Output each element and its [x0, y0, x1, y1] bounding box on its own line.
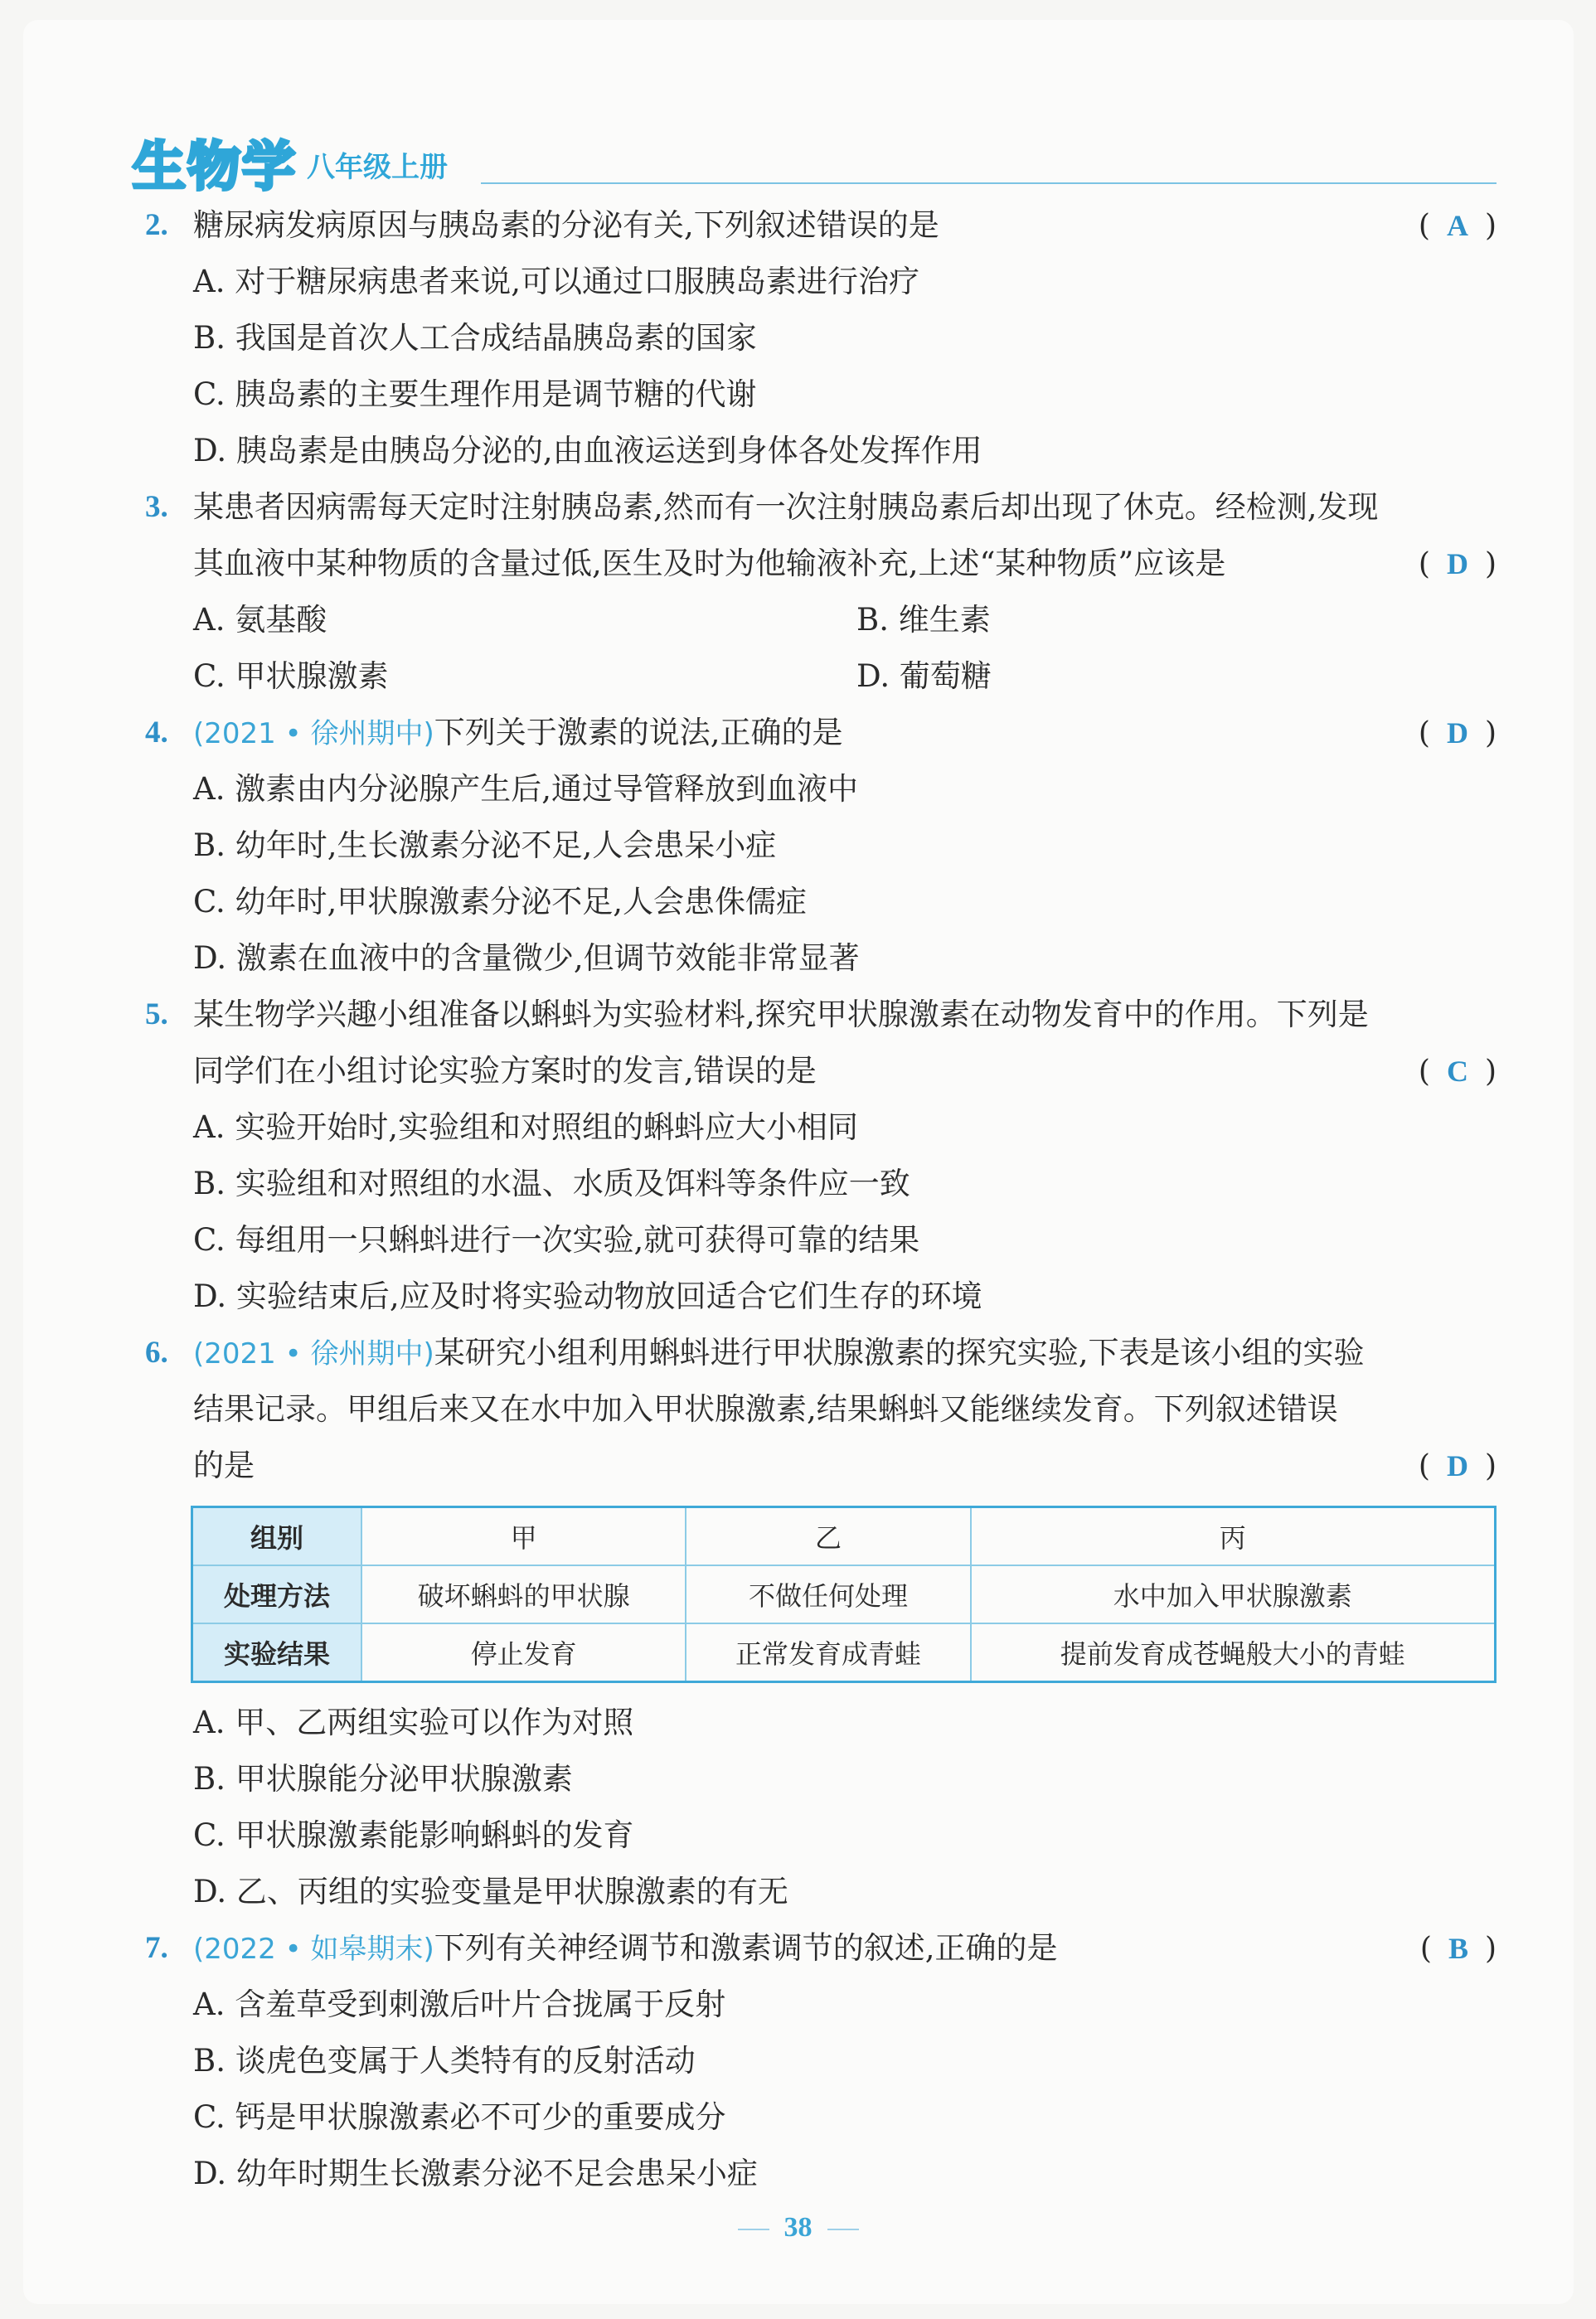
- answer-bracket: ( C ): [1418, 1055, 1497, 1089]
- answer-letter: D: [1446, 716, 1468, 750]
- option-c: C. 每组用一只蝌蚪进行一次实验,就可获得可靠的结果: [193, 1222, 920, 1258]
- answer-letter: D: [1446, 547, 1468, 580]
- option-c: C. 甲状腺激素: [193, 658, 389, 694]
- table-header-cell: 实验结果: [192, 1623, 362, 1682]
- answer-bracket: ( D ): [1418, 716, 1497, 750]
- question-stem: 同学们在小组讨论实验方案时的发言,错误的是: [193, 1053, 817, 1089]
- answer-letter: A: [1446, 209, 1468, 242]
- option-a: A. 氨基酸: [193, 602, 327, 638]
- question-6: [145, 1325, 1497, 1920]
- table-cell: 停止发育: [361, 1623, 686, 1682]
- option-b: B. 实验组和对照组的水温、水质及饵料等条件应一致: [193, 1166, 910, 1201]
- question-4: [145, 705, 1497, 987]
- option-a: A. 含羞草受到刺激后叶片合拢属于反射: [193, 1987, 726, 2022]
- subject-logo: 生物学: [133, 137, 297, 198]
- option-c: C. 钙是甲状腺激素必不可少的重要成分: [193, 2099, 726, 2135]
- table-cell: 甲: [361, 1507, 686, 1566]
- question-number: 7.: [145, 1931, 168, 1965]
- page-header: [133, 124, 1497, 198]
- table-cell: 不做任何处理: [686, 1565, 970, 1623]
- question-2: [145, 197, 1497, 479]
- question-stem: 的是: [193, 1448, 255, 1483]
- question-list: [145, 197, 1497, 2202]
- table-header-cell: 组别: [192, 1507, 362, 1566]
- question-stem: 某患者因病需每天定时注射胰岛素,然而有一次注射胰岛素后却出现了休克。经检测,发现: [193, 489, 1379, 525]
- footer-dash: [738, 2229, 769, 2230]
- answer-letter: B: [1448, 1932, 1468, 1965]
- answer-bracket: ( D ): [1418, 547, 1497, 581]
- page-number: 38: [783, 2212, 813, 2243]
- question-number: 5.: [145, 997, 168, 1031]
- option-b: B. 甲状腺能分泌甲状腺激素: [193, 1761, 573, 1797]
- option-d: D. 乙、丙组的实验变量是甲状腺激素的有无: [193, 1874, 788, 1909]
- table-row: [192, 1507, 1496, 1566]
- option-c: C. 胰岛素的主要生理作用是调节糖的代谢: [193, 376, 757, 412]
- answer-bracket: ( A ): [1418, 209, 1497, 243]
- table-cell: 提前发育成苍蝇般大小的青蛙: [971, 1623, 1496, 1682]
- question-stem: 某生物学兴趣小组准备以蝌蚪为实验材料,探究甲状腺激素在动物发育中的作用。下列是: [193, 997, 1369, 1032]
- question-number: 6.: [145, 1336, 168, 1370]
- option-d: D. 幼年时期生长激素分泌不足会患呆小症: [193, 2156, 758, 2191]
- option-b: B. 维生素: [856, 602, 991, 638]
- option-a: A. 实验开始时,实验组和对照组的蝌蚪应大小相同: [193, 1109, 859, 1145]
- table-cell: 正常发育成青蛙: [686, 1623, 970, 1682]
- option-d: D. 实验结束后,应及时将实验动物放回适合它们生存的环境: [193, 1278, 982, 1314]
- option-d: D. 激素在血液中的含量微少,但调节效能非常显著: [193, 940, 860, 976]
- table-cell: 丙: [971, 1507, 1496, 1566]
- question-stem: 其血液中某种物质的含量过低,医生及时为他输液补充,上述“某种物质”应该是: [193, 546, 1226, 581]
- table-row: [192, 1623, 1496, 1682]
- table-cell: 乙: [686, 1507, 970, 1566]
- experiment-table: [191, 1506, 1497, 1683]
- answer-bracket: ( B ): [1419, 1932, 1497, 1966]
- option-d: D. 葡萄糖: [856, 658, 992, 694]
- answer-letter: D: [1446, 1449, 1468, 1482]
- question-7: [145, 1920, 1497, 2202]
- question-stem: 下列有关神经调节和激素调节的叙述,正确的是: [434, 1930, 1058, 1966]
- table-cell: 水中加入甲状腺激素: [971, 1565, 1496, 1623]
- question-stem: 某研究小组利用蝌蚪进行甲状腺激素的探究实验,下表是该小组的实验: [434, 1335, 1365, 1371]
- option-b: B. 幼年时,生长激素分泌不足,人会患呆小症: [193, 827, 777, 863]
- question-3: [145, 479, 1497, 705]
- footer-dash: [827, 2229, 859, 2230]
- table-cell: 破坏蝌蚪的甲状腺: [361, 1565, 686, 1623]
- question-number: 4.: [145, 716, 168, 750]
- question-source: (2022 • 如皋期末): [193, 1933, 434, 1966]
- option-d: D. 胰岛素是由胰岛分泌的,由血液运送到身体各处发挥作用: [193, 433, 982, 468]
- answer-letter: C: [1446, 1055, 1468, 1088]
- grade-label: 八年级上册: [307, 151, 448, 184]
- page-footer: [0, 2212, 1596, 2244]
- option-a: A. 激素由内分泌腺产生后,通过导管释放到血液中: [193, 771, 859, 807]
- option-b: B. 我国是首次人工合成结晶胰岛素的国家: [193, 320, 757, 356]
- question-5: [145, 987, 1497, 1325]
- question-source: (2021 • 徐州期中): [193, 1337, 434, 1371]
- header-rule: [481, 182, 1497, 184]
- answer-bracket: ( D ): [1418, 1449, 1497, 1483]
- question-number: 2.: [145, 208, 168, 242]
- question-number: 3.: [145, 490, 168, 524]
- option-c: C. 幼年时,甲状腺激素分泌不足,人会患侏儒症: [193, 884, 808, 919]
- option-a: A. 甲、乙两组实验可以作为对照: [193, 1705, 634, 1740]
- question-stem: 结果记录。甲组后来又在水中加入甲状腺激素,结果蝌蚪又能继续发育。下列叙述错误: [193, 1391, 1338, 1427]
- question-stem: 糖尿病发病原因与胰岛素的分泌有关,下列叙述错误的是: [193, 207, 939, 243]
- option-b: B. 谈虎色变属于人类特有的反射活动: [193, 2043, 696, 2079]
- table-header-cell: 处理方法: [192, 1565, 362, 1623]
- question-source: (2021 • 徐州期中): [193, 717, 434, 750]
- option-a: A. 对于糖尿病患者来说,可以通过口服胰岛素进行治疗: [193, 264, 920, 299]
- question-stem: 下列关于激素的说法,正确的是: [434, 715, 843, 750]
- option-c: C. 甲状腺激素能影响蝌蚪的发育: [193, 1817, 634, 1853]
- table-row: [192, 1565, 1496, 1623]
